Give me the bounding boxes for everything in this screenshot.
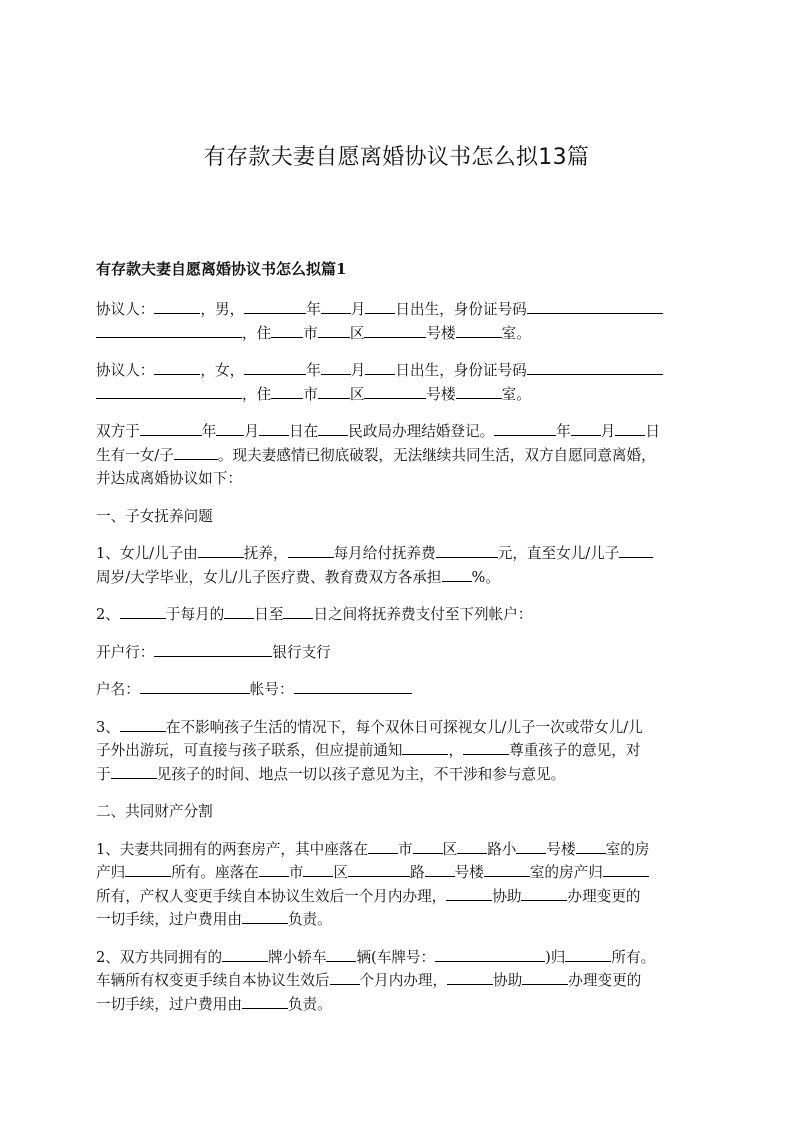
heading-property-division: 二、共同财产分割 [96,803,213,820]
blank [259,862,289,877]
blank [457,839,487,854]
blank [522,970,568,985]
blank [527,299,663,314]
heading-child-custody: 一、子女抚养问题 [96,507,213,525]
blank [224,604,254,619]
party2-paragraph: 协议人： ，女， 年 月 日出生，身份证号码 ，住 市 区 号楼 室。 [96,359,704,406]
blank [198,543,244,558]
account-line: 户名： 帐号： [96,678,704,702]
blank [125,862,171,877]
blank [494,421,556,436]
blank [484,862,530,877]
blank [222,947,268,962]
blank [364,323,426,338]
blank [456,384,502,399]
blank [576,839,606,854]
blank [242,909,288,924]
custody-clause-3: 3、 在不影响孩子生活的情况下，每个双休日可探视女儿/儿子一次或带女儿/儿 子外出游玩，可直接与孩子联系，但应提前通知 ， 尊重孩子的意见，对 于 见孩子的时间、地点一切以孩子意见为主，不干涉和参与意见。 [96,718,643,783]
party1-paragraph: 协议人： ，男， 年 月 日出生，身份证号码 ，住 市 区 号楼 室。 [96,298,704,345]
blank [619,543,653,558]
blank [365,299,395,314]
blank [321,360,351,375]
blank [174,445,218,460]
custody-clause-1: 1、女儿/儿子由 抚养， 每月给付抚养费 元，直至女儿/儿子 周岁/大学毕业，女儿/儿子医疗费、教育费双方各承担 %。 [96,542,704,589]
marriage-paragraph: 双方于 年 月 日在 民政局办理结婚登记。 年 月 日 生有一女/子 。现夫妻感情已彻底破裂，无法继续共同生活，双方自愿同意离婚， 并达成离婚协议如下： [96,423,660,487]
blank [271,384,303,399]
blank [368,839,398,854]
blank [216,421,244,436]
document-title: 有存款夫妻自愿离婚协议书怎么拟13篇 [203,145,590,170]
blank [303,862,333,877]
blank [447,970,493,985]
blank [436,543,498,558]
section-title: 有存款夫妻自愿离婚协议书怎么拟篇1 [96,260,347,278]
blank [527,360,663,375]
blank [413,839,443,854]
blank [521,886,567,901]
blank [96,323,242,338]
blank [435,947,545,962]
blank [140,421,202,436]
blank [283,604,313,619]
blank [571,421,601,436]
blank [154,299,200,314]
blank [446,886,492,901]
blank [271,323,303,338]
blank [565,947,611,962]
blank [463,740,509,755]
blank [111,764,157,779]
blank [326,947,356,962]
blank [365,360,395,375]
blank [321,299,351,314]
blank [120,604,166,619]
bank-line: 开户行： 银行支行 [96,643,331,661]
blank [364,384,426,399]
blank [402,740,448,755]
blank [442,567,472,582]
blank [348,862,410,877]
blank [294,679,412,694]
blank [154,642,272,657]
blank [140,679,250,694]
property-clause-2: 2、双方共同拥有的 牌小轿车 辆(车牌号： )归 所有。 车辆所有权变更手续自本协议生效后 个月内办理， 协助 办理变更的 一切手续，过户费用由 负责。 [96,948,656,1013]
blank [96,384,242,399]
blank [456,323,502,338]
blank [425,862,455,877]
blank [244,360,306,375]
blank [242,994,288,1009]
blank [259,421,289,436]
blank [330,970,360,985]
property-clause-1: 1、夫妻共同拥有的两套房产，其中座落在 市 区 路小 号楼 室的房 产归 所有。座落在 市 区 路 号楼 室的房产归 所有，产权人变更手续自本协议生效后一个月内办理， 协助 办理变更的 一切手续，过户费用由 负责。 [96,840,650,928]
custody-clause-2: 2、 于每月的 日至 日之间将抚养费支付至下列帐户： [96,606,533,623]
blank [603,862,649,877]
blank [318,384,350,399]
blank [120,717,166,732]
blank [244,299,306,314]
blank [615,421,645,436]
blank [154,360,200,375]
blank [516,839,546,854]
blank [318,323,350,338]
document-body [96,298,704,1030]
blank [318,421,348,436]
blank [288,543,334,558]
